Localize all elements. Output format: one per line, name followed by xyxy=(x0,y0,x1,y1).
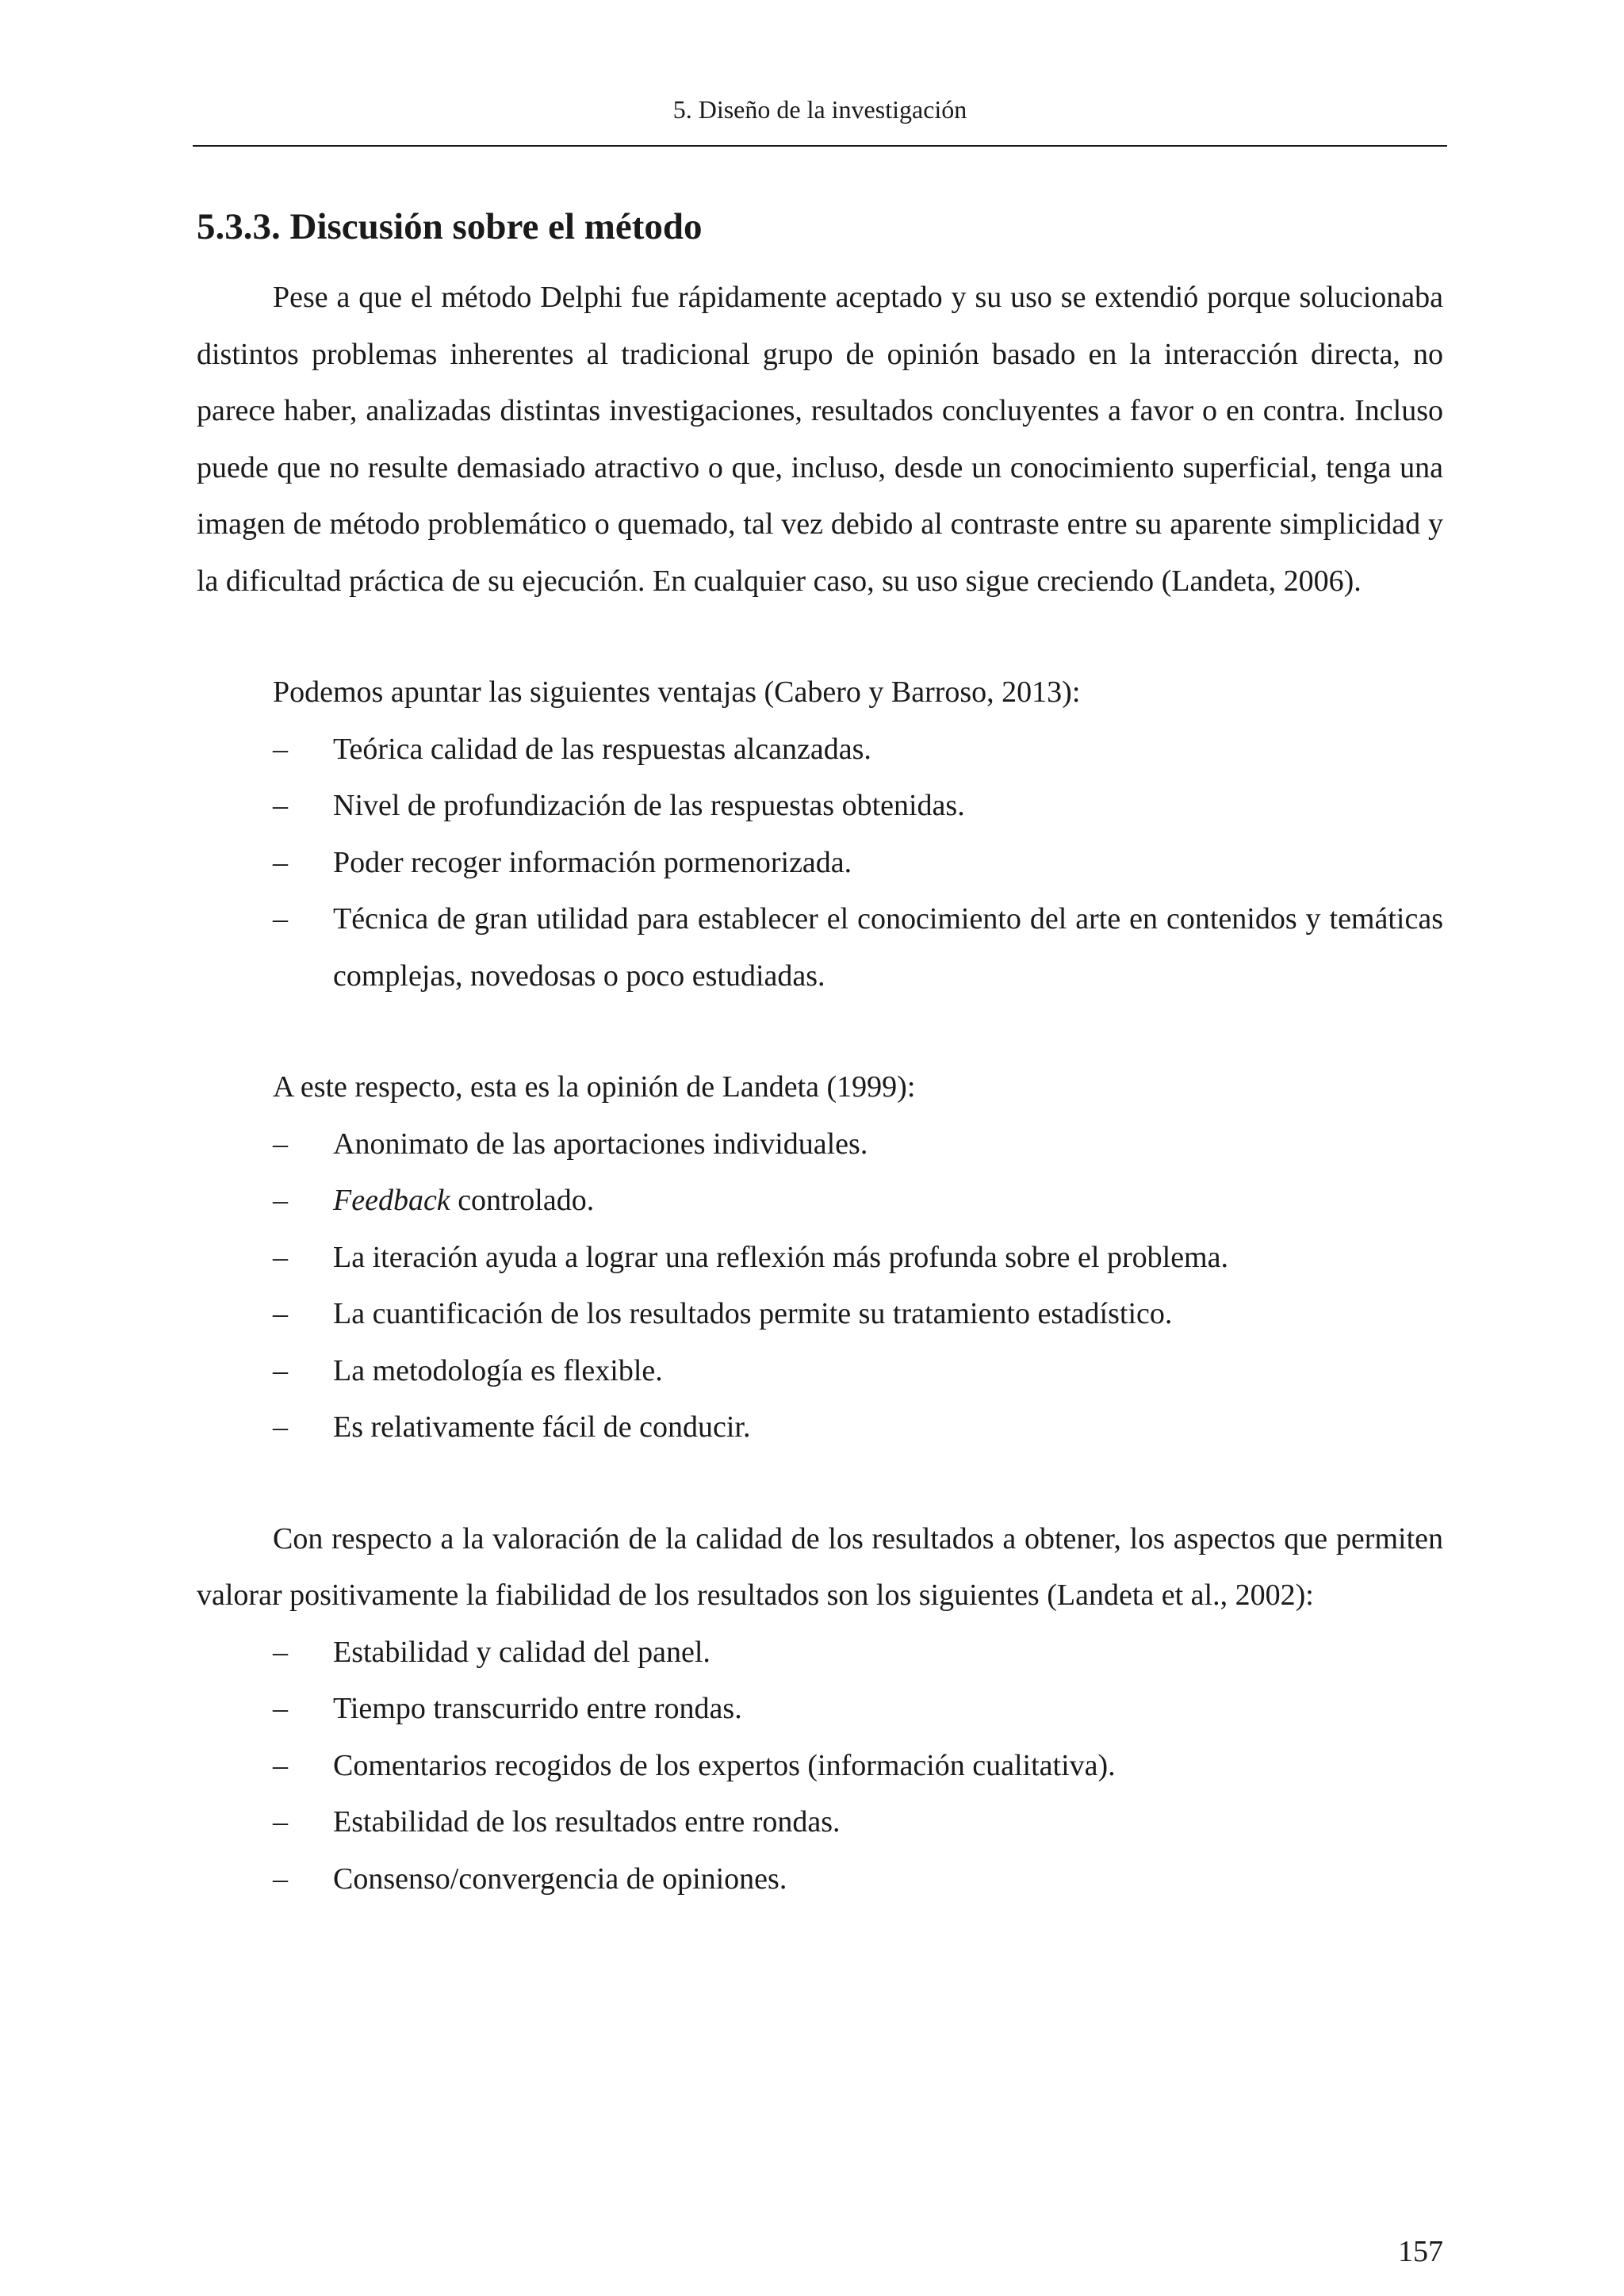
section-heading: 5.3.3. Discusión sobre el método xyxy=(197,206,703,247)
list-item-text: controlado. xyxy=(450,1184,595,1217)
list-item xyxy=(197,1230,1443,1287)
list-item xyxy=(197,1286,1443,1343)
landeta-list xyxy=(197,1116,1443,1456)
list-item-text: Anonimato de las aportaciones individuales. xyxy=(333,1127,868,1161)
list-dash: – xyxy=(273,1805,288,1839)
list-item-text: Es relativamente fácil de conducir. xyxy=(333,1410,751,1444)
list-item-text: Consenso/convergencia de opiniones. xyxy=(333,1862,787,1896)
list-item xyxy=(197,1738,1443,1795)
list-item xyxy=(197,1794,1443,1851)
list-item xyxy=(197,1343,1443,1400)
paragraph-gap xyxy=(197,1004,1443,1059)
list-dash: – xyxy=(273,902,288,936)
list-dash: – xyxy=(273,1862,288,1896)
list-item-text: La metodología es flexible. xyxy=(333,1353,663,1387)
paragraph-landeta-intro: A este respecto, esta es la opinión de Landeta (1999): xyxy=(273,1070,916,1104)
list-item-text: Estabilidad y calidad del panel. xyxy=(333,1635,710,1669)
list-item-text: Comentarios recogidos de los expertos (información cualitativa). xyxy=(333,1748,1116,1782)
list-item xyxy=(197,835,1443,892)
paragraph-gap xyxy=(197,610,1443,664)
list-item xyxy=(197,1681,1443,1738)
list-item-text: Tiempo transcurrido entre rondas. xyxy=(333,1692,742,1725)
list-item-text: Estabilidad de los resultados entre rondas. xyxy=(333,1805,841,1839)
list-item xyxy=(197,1851,1443,1908)
list-dash: – xyxy=(273,1127,288,1161)
list-item xyxy=(197,778,1443,835)
list-item-text: La iteración ayuda a lograr una reflexión más profunda sobre el problema. xyxy=(333,1240,1228,1274)
list-item-italic-text: Feedback xyxy=(333,1184,450,1217)
list-dash: – xyxy=(273,1692,288,1725)
list-item xyxy=(197,721,1443,779)
list-dash: – xyxy=(273,845,288,879)
list-dash: – xyxy=(273,1748,288,1782)
paragraph-gap xyxy=(197,1456,1443,1511)
list-item-text: La cuantificación de los resultados permite su tratamiento estadístico. xyxy=(333,1297,1173,1330)
list-dash: – xyxy=(273,732,288,766)
list-dash: – xyxy=(273,789,288,822)
list-dash: – xyxy=(273,1297,288,1330)
list-dash: – xyxy=(273,1184,288,1217)
list-dash: – xyxy=(273,1240,288,1274)
paragraph-quality-intro: Con respecto a la valoración de la calidad de los resultados a obtener, los aspectos que permiten valorar positivamente la fiabilidad de los resultados son los siguientes (Landeta et al., 2002): xyxy=(197,1521,1443,1612)
list-item-text: Técnica de gran utilidad para establecer el conocimiento del arte en contenidos y temáticas complejas, novedosas o poco estudiadas. xyxy=(333,902,1443,993)
body-text xyxy=(197,270,1443,1908)
paragraph-intro: Pese a que el método Delphi fue rápidamente aceptado y su uso se extendió porque solucionaba distintos problemas inherentes al tradicional grupo de opinión basado en la interacción directa, no parece haber, analizadas distintas investigaciones, resultados concluyentes a favor o en contra. Incluso puede que no resulte demasiado atractivo o que, incluso, desde un conocimiento superficial, tenga una imagen de método problemático o quemado, tal vez debido al contraste entre su aparente simplicidad y la dificultad práctica de su ejecución. En cualquier caso, su uso sigue creciendo (Landeta, 2006). xyxy=(197,281,1443,598)
list-item xyxy=(197,1116,1443,1173)
list-dash: – xyxy=(273,1353,288,1387)
list-item-text: Teórica calidad de las respuestas alcanzadas. xyxy=(333,732,871,766)
list-item xyxy=(197,891,1443,1004)
list-dash: – xyxy=(273,1410,288,1444)
quality-list xyxy=(197,1624,1443,1908)
advantages-list xyxy=(197,721,1443,1005)
list-item xyxy=(197,1624,1443,1682)
list-item-text: Nivel de profundización de las respuestas obtenidas. xyxy=(333,789,965,822)
list-item xyxy=(197,1399,1443,1456)
paragraph-advantages-intro: Podemos apuntar las siguientes ventajas (Cabero y Barroso, 2013): xyxy=(273,675,1081,709)
header-rule xyxy=(193,145,1447,147)
list-item-text: Poder recoger información pormenorizada. xyxy=(333,845,852,879)
list-dash: – xyxy=(273,1635,288,1669)
list-item xyxy=(197,1173,1443,1230)
page-number: 157 xyxy=(1398,2235,1443,2268)
running-header: 5. Diseño de la investigación xyxy=(672,95,967,124)
